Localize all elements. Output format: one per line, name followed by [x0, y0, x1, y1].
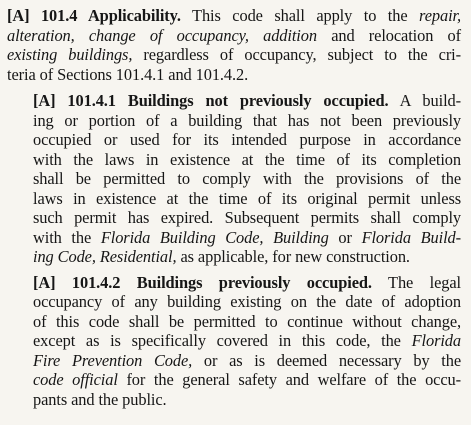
paragraph-line — [33, 189, 461, 209]
body-text: such permit has expired. Subsequent permits shall comply — [33, 208, 461, 227]
italic-term: Florida Building Code, Building — [100, 227, 329, 247]
paragraph-line — [33, 208, 461, 228]
paragraph-line — [33, 273, 461, 293]
section-101-4-1-paragraph — [7, 91, 461, 267]
paragraph-line — [33, 312, 461, 332]
body-text: regardless of occupancy, subject to the cri- — [132, 45, 461, 64]
paragraph-line — [33, 247, 461, 267]
body-text: as applicable, for new construction. — [176, 247, 410, 266]
paragraph-line — [33, 150, 461, 170]
section-101-4-paragraph — [7, 6, 461, 84]
paragraph-line — [33, 91, 461, 111]
body-text: occupancy of any building existing on the date of adoption — [33, 292, 461, 311]
italic-term: repair, — [419, 6, 461, 25]
body-text: laws in existence at the time of its original permit unless — [33, 188, 461, 208]
paragraph-line — [33, 292, 461, 312]
italic-term: existing buildings, — [7, 45, 133, 64]
body-text: The legal — [371, 272, 461, 292]
italic-term: Florida — [411, 331, 461, 350]
body-text: This code shall apply to the — [180, 6, 420, 25]
section-heading: [A] 101.4 Applicability. — [7, 6, 181, 25]
paragraph-line — [33, 370, 461, 390]
paragraph-line — [33, 390, 461, 410]
paragraph-line — [33, 351, 461, 371]
body-text: and relocation of — [316, 25, 462, 45]
body-text: or — [328, 227, 362, 247]
section-101-4-2-paragraph — [7, 273, 461, 410]
body-text: A build- — [388, 91, 461, 110]
paragraph-line — [33, 331, 461, 351]
body-text: occupied or used for its intended purpose in accordance — [33, 130, 461, 149]
italic-term: alteration, change of occupancy, addition — [7, 25, 317, 45]
paragraph-line — [7, 6, 461, 26]
body-text: ing or portion of a building that has not been previously — [33, 110, 461, 130]
body-text: for the general safety and welfare of the occu- — [117, 370, 461, 389]
paragraph-line — [7, 65, 461, 85]
italic-term: Florida Build- — [361, 227, 461, 247]
section-heading: [A] 101.4.1 Buildings not previously occupied. — [33, 91, 389, 110]
italic-term: code official — [33, 370, 118, 389]
paragraph-line — [33, 111, 461, 131]
body-text: of this code shall be permitted to continue without change, — [33, 311, 461, 331]
body-text: or as is deemed necessary by the — [192, 350, 461, 370]
paragraph-line — [7, 26, 461, 46]
paragraph-line — [7, 45, 461, 65]
paragraph-line — [33, 228, 461, 248]
paragraph-line — [33, 169, 461, 189]
italic-term: ing Code, Residential, — [33, 247, 177, 266]
body-text: with the laws in existence at the time of its completion — [33, 149, 461, 169]
italic-term: Fire Prevention Code, — [33, 350, 193, 370]
body-text: with the — [33, 227, 101, 247]
body-text: pants and the public. — [33, 389, 167, 409]
body-text: shall be permitted to comply with the provisions of the — [33, 169, 461, 188]
section-heading: [A] 101.4.2 Buildings previously occupied. — [33, 272, 372, 292]
body-text: except as is specifically covered in this code, the — [33, 331, 412, 350]
paragraph-line — [33, 130, 461, 150]
body-text: teria of Sections 101.4.1 and 101.4.2. — [7, 64, 249, 84]
